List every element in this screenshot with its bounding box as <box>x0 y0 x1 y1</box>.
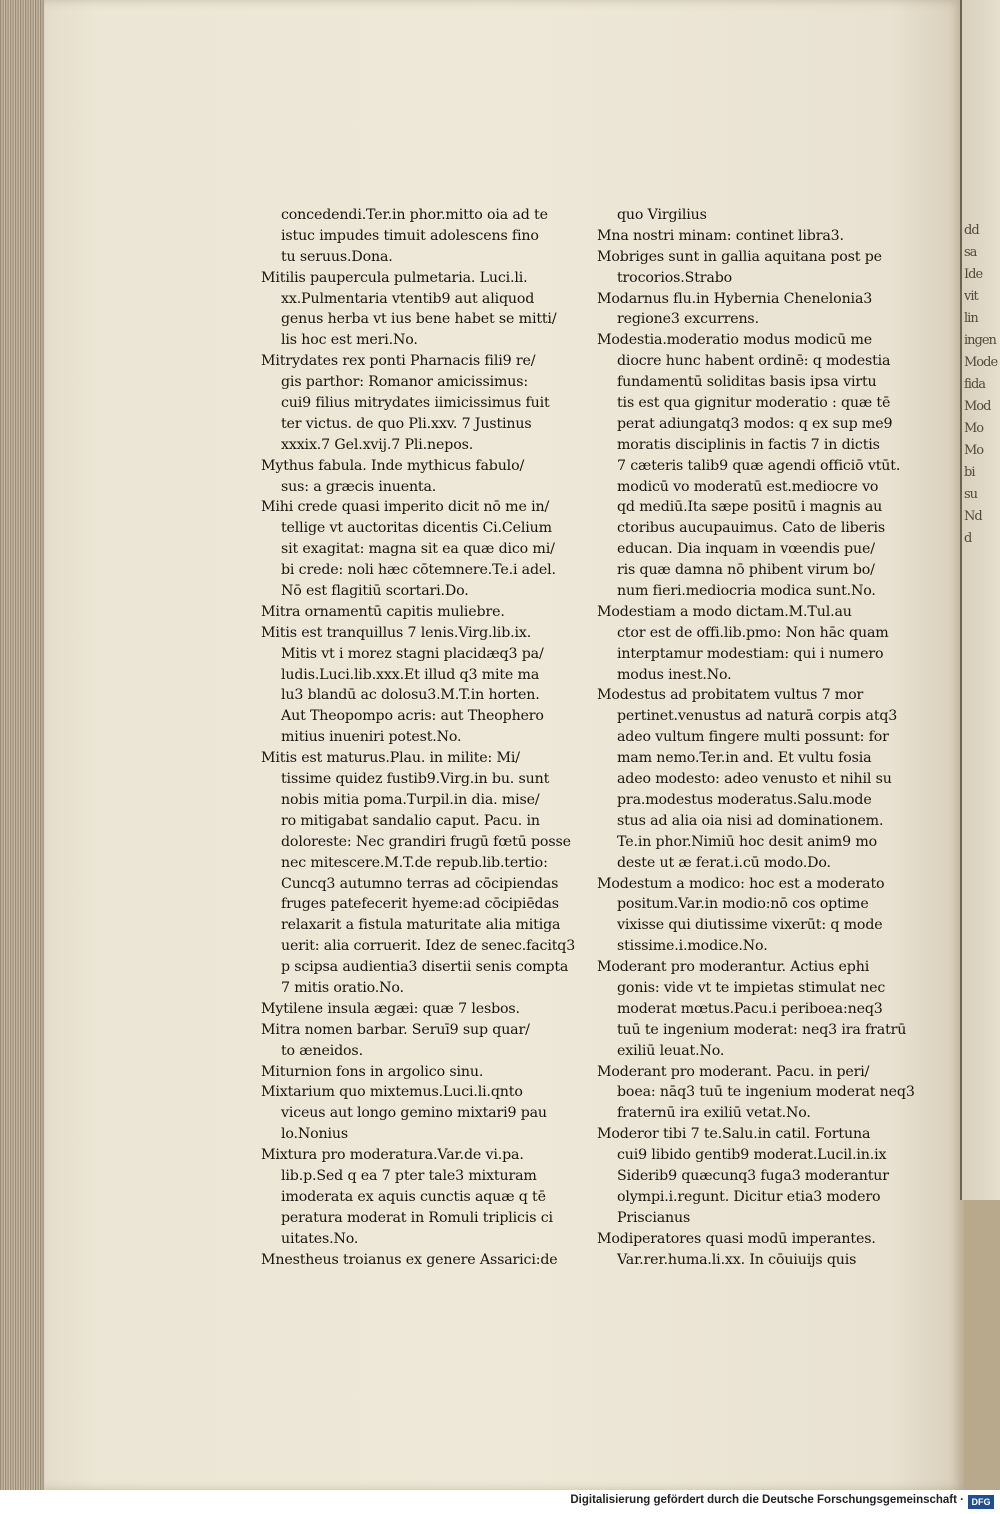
text-line: tissime quidez fustib9.Virg.in bu. sunt <box>281 771 550 788</box>
text-line: Mixtarium quo mixtemus.Luci.li.qnto <box>261 1084 523 1101</box>
adjacent-page-fragment: fida <box>964 377 986 392</box>
text-line: Nō est flagitiū scortari.Do. <box>281 583 469 600</box>
text-line: 7 cæteris talib9 quæ agendi officiō vtūt. <box>617 457 901 474</box>
text-line: Modestus ad probitatem vultus 7 mor <box>597 687 864 704</box>
text-line: Mitis est tranquillus 7 lenis.Virg.lib.ix. <box>261 624 532 641</box>
text-line: cui9 libido gentib9 moderat.Lucil.in.ix <box>617 1147 887 1164</box>
text-line: Modarnus flu.in Hybernia Chenelonia3 <box>597 290 873 307</box>
text-line: nec mitescere.M.T.de repub.lib.tertio: <box>281 854 548 871</box>
text-line: Te.in phor.Nimiū hoc desit anim9 mo <box>617 833 878 850</box>
text-line: istuc impudes timuit adolescens fino <box>281 227 539 244</box>
adjacent-page-fragment: sa <box>964 245 977 260</box>
text-line: fundamentū soliditas basis ipsa virtu <box>617 374 877 391</box>
text-line: concedendi.Ter.in phor.mitto oia ad te <box>281 207 548 223</box>
text-line: stus ad alia oia nisi ad dominationem. <box>617 812 884 829</box>
text-line: lo.Nonius <box>281 1126 349 1143</box>
text-line: Modestiam a modo dictam.M.Tul.au <box>597 603 852 620</box>
text-line: stissime.i.modice.No. <box>617 938 768 955</box>
adjacent-page-fragment: bi <box>964 465 975 480</box>
text-line: sus: a græcis inuenta. <box>281 478 437 495</box>
text-line: olympi.i.regunt. Dicitur etia3 modero <box>617 1188 881 1205</box>
text-line: mam nemo.Ter.in and. Et vultu fosia <box>617 750 872 767</box>
text-line: tuū te ingenium moderat: neq3 ira fratrū <box>617 1021 907 1038</box>
text-line: Modestum a modico: hoc est a moderato <box>597 875 885 892</box>
page-edge-stack <box>0 0 48 1490</box>
adjacent-page-fragment: Nd <box>964 509 982 524</box>
text-line: doloreste: Nec grandiri frugū fœtū posse <box>281 833 571 850</box>
text-line: ctoribus aucupauimus. Cato de liberis <box>617 520 885 537</box>
text-line: Mobriges sunt in gallia aquitana post pe <box>597 248 882 265</box>
adjacent-page-fragment: Mo <box>964 443 984 458</box>
text-line: to æneidos. <box>281 1042 363 1059</box>
text-line: modicū vo moderatū est.mediocre vo <box>617 478 879 495</box>
text-line: trocorios.Strabo <box>617 269 733 286</box>
text-line: tellige vt auctoritas dicentis Ci.Celium <box>281 520 552 537</box>
text-line: positum.Var.in modio:nō cos optime <box>617 896 869 913</box>
text-line: imoderata ex aquis cunctis aquæ q tē <box>281 1188 546 1205</box>
text-line: Priscianus <box>617 1209 691 1226</box>
text-line: ludis.Luci.lib.xxx.Et illud q3 mite ma <box>281 666 540 683</box>
text-line: Moderor tibi 7 te.Salu.in catil. Fortuna <box>597 1126 871 1143</box>
text-line: Mitilis paupercula pulmetaria. Luci.li. <box>261 269 528 286</box>
adjacent-page-fragment: Ide <box>964 267 983 282</box>
text-line: lis hoc est meri.No. <box>281 332 418 349</box>
text-line: lib.p.Sed q ea 7 pter tale3 mixturam <box>281 1167 537 1184</box>
text-line: cui9 filius mitrydates iimicissimus fuit <box>281 395 550 412</box>
text-line: uitates.No. <box>281 1230 359 1247</box>
text-line: fruges patefecerit hyeme:ad cōcipiēdas <box>281 896 559 913</box>
left-text-column <box>261 205 576 1270</box>
text-line: moderat mœtus.Pacu.i periboea:neq3 <box>617 1000 883 1017</box>
text-line: ter victus. de quo Pli.xxv. 7 Justinus <box>281 415 532 432</box>
text-line: Modiperatores quasi modū imperantes. <box>597 1230 876 1247</box>
text-line: pra.modestus moderatus.Salu.mode <box>617 791 872 808</box>
text-line: quo Virgilius <box>617 207 707 223</box>
text-line: Mnestheus troianus ex genere Assarici:de <box>261 1251 558 1268</box>
text-line: Modestia.moderatio modus modicū me <box>597 332 872 349</box>
text-line: bi crede: noli hæc cōtemnere.Te.i adel. <box>281 562 556 579</box>
text-line: pertinet.venustus ad naturā corpis atq3 <box>617 708 898 725</box>
text-line: ctor est de offi.lib.pmo: Non hāc quam <box>617 624 889 641</box>
text-line: Moderant pro moderantur. Actius ephi <box>597 959 870 976</box>
text-line: peratura moderat in Romuli triplicis ci <box>281 1209 553 1226</box>
text-line: sit exagitat: magna sit ea quæ dico mi/ <box>281 541 555 558</box>
text-line: Mitra ornamentū capitis muliebre. <box>261 603 505 620</box>
text-line: 7 mitis oratio.No. <box>281 979 404 996</box>
text-line: modus inest.No. <box>617 666 732 683</box>
text-line: Miturnion fons in argolico sinu. <box>261 1063 484 1080</box>
text-line: Mytilene insula ægæi: quæ 7 lesbos. <box>261 1000 520 1017</box>
text-line: Mna nostri minam: continet libra3. <box>597 227 844 244</box>
text-line: adeo vultum fingere multi possunt: for <box>617 729 889 746</box>
text-line: fraternū ira exiliū vetat.No. <box>617 1105 811 1122</box>
text-line: interptamur modestiam: qui i numero <box>617 645 884 662</box>
text-line: genus herba vt ius bene habet se mitti/ <box>281 311 557 328</box>
text-line: xxxix.7 Gel.xvij.7 Pli.nepos. <box>281 436 474 453</box>
footer-credit: Digitalisierung gefördert durch die Deutsche Forschungsgemeinschaft · <box>570 1494 964 1506</box>
adjacent-page-fragment: Mod <box>964 399 991 414</box>
text-line: relaxarit a fistula maturitate alia mitiga <box>281 917 561 934</box>
adjacent-page-fragment: Mo <box>964 421 984 436</box>
text-line: tis est qua gignitur moderatio : quæ tē <box>617 395 891 412</box>
text-line: Mitra nomen barbar. Seruī9 sup quar/ <box>261 1021 530 1038</box>
text-line: Cuncq3 autumno terras ad cōcipiendas <box>281 875 559 892</box>
text-line: qd mediū.Ita sæpe positū i magnis au <box>617 499 883 516</box>
text-line: num fieri.mediocria modica sunt.No. <box>617 583 876 600</box>
text-line: regione3 excurrens. <box>617 311 759 328</box>
text-line: tu seruus.Dona. <box>281 248 393 265</box>
adjacent-page-text <box>964 220 1000 1120</box>
text-line: mitius inueniri potest.No. <box>281 729 462 746</box>
text-line: exiliū leuat.No. <box>617 1042 725 1059</box>
text-line: gis parthor: Romanor amicissimus: <box>281 374 529 391</box>
text-line: ro mitigabat sandalio caput. Pacu. in <box>281 812 540 829</box>
text-line: viceus aut longo gemino mixtari9 pau <box>281 1105 547 1122</box>
text-line: Moderant pro moderant. Pacu. in peri/ <box>597 1063 870 1080</box>
adjacent-page-fragment: vit <box>964 289 978 304</box>
text-line: Aut Theopompo acris: aut Theophero <box>281 708 544 725</box>
text-line: Siderib9 quæcunq3 fuga3 moderantur <box>617 1167 889 1184</box>
text-line: lu3 blandū ac dolosu3.M.T.in horten. <box>281 687 540 704</box>
text-line: gonis: vide vt te impietas stimulat nec <box>617 979 886 996</box>
text-line: nobis mitia poma.Turpil.in dia. mise/ <box>281 791 540 808</box>
adjacent-page-fragment: d <box>964 531 972 546</box>
text-line: Mitis est maturus.Plau. in milite: Mi/ <box>261 750 520 767</box>
adjacent-page-fragment: su <box>964 487 978 502</box>
text-line: vixisse qui diutissime vixerūt: q mode <box>617 917 883 934</box>
text-line: uerit: alia corruerit. Idez de senec.facitq3 <box>281 938 576 955</box>
adjacent-page-fragment: Mode <box>964 355 998 370</box>
adjacent-page-fragment: ingen <box>964 333 996 348</box>
text-line: Mixtura pro moderatura.Var.de vi.pa. <box>261 1147 524 1164</box>
text-line: moratis disciplinis in factis 7 in dictis <box>617 436 880 453</box>
text-line: perat adiungatq3 modos: q ex sup me9 <box>617 415 893 432</box>
adjacent-page-fragment: dd <box>964 223 979 238</box>
text-line: p scipsa audientia3 disertii senis compta <box>281 959 569 976</box>
adjacent-page-fragment: lin <box>964 311 978 326</box>
text-line: adeo modesto: adeo venusto et nihil su <box>617 771 892 788</box>
text-line: Mihi crede quasi imperito dicit nō me in/ <box>261 499 550 516</box>
text-line: deste ut æ ferat.i.cū modo.Do. <box>617 854 831 871</box>
text-line: Var.rer.huma.li.xx. In cōuiuijs quis <box>617 1251 857 1268</box>
text-line: ris quæ damna nō phibent virum bo/ <box>617 562 875 579</box>
text-line: diocre hunc habent ordinē: q modestia <box>617 353 891 370</box>
text-line: xx.Pulmentaria vtentib9 aut aliquod <box>281 290 535 307</box>
text-line: Mythus fabula. Inde mythicus fabulo/ <box>261 457 525 474</box>
text-line: educan. Dia inquam in vœendis pue/ <box>617 541 875 558</box>
right-text-column <box>597 205 915 1270</box>
text-line: boea: nāq3 tuū te ingenium moderat neq3 <box>617 1084 915 1101</box>
footer-bar <box>0 1490 1000 1514</box>
text-line: Mitrydates rex ponti Pharnacis fili9 re/ <box>261 353 536 370</box>
text-line: Mitis vt i morez stagni placidæq3 pa/ <box>281 645 544 662</box>
dfg-logo: DFG <box>968 1495 994 1509</box>
